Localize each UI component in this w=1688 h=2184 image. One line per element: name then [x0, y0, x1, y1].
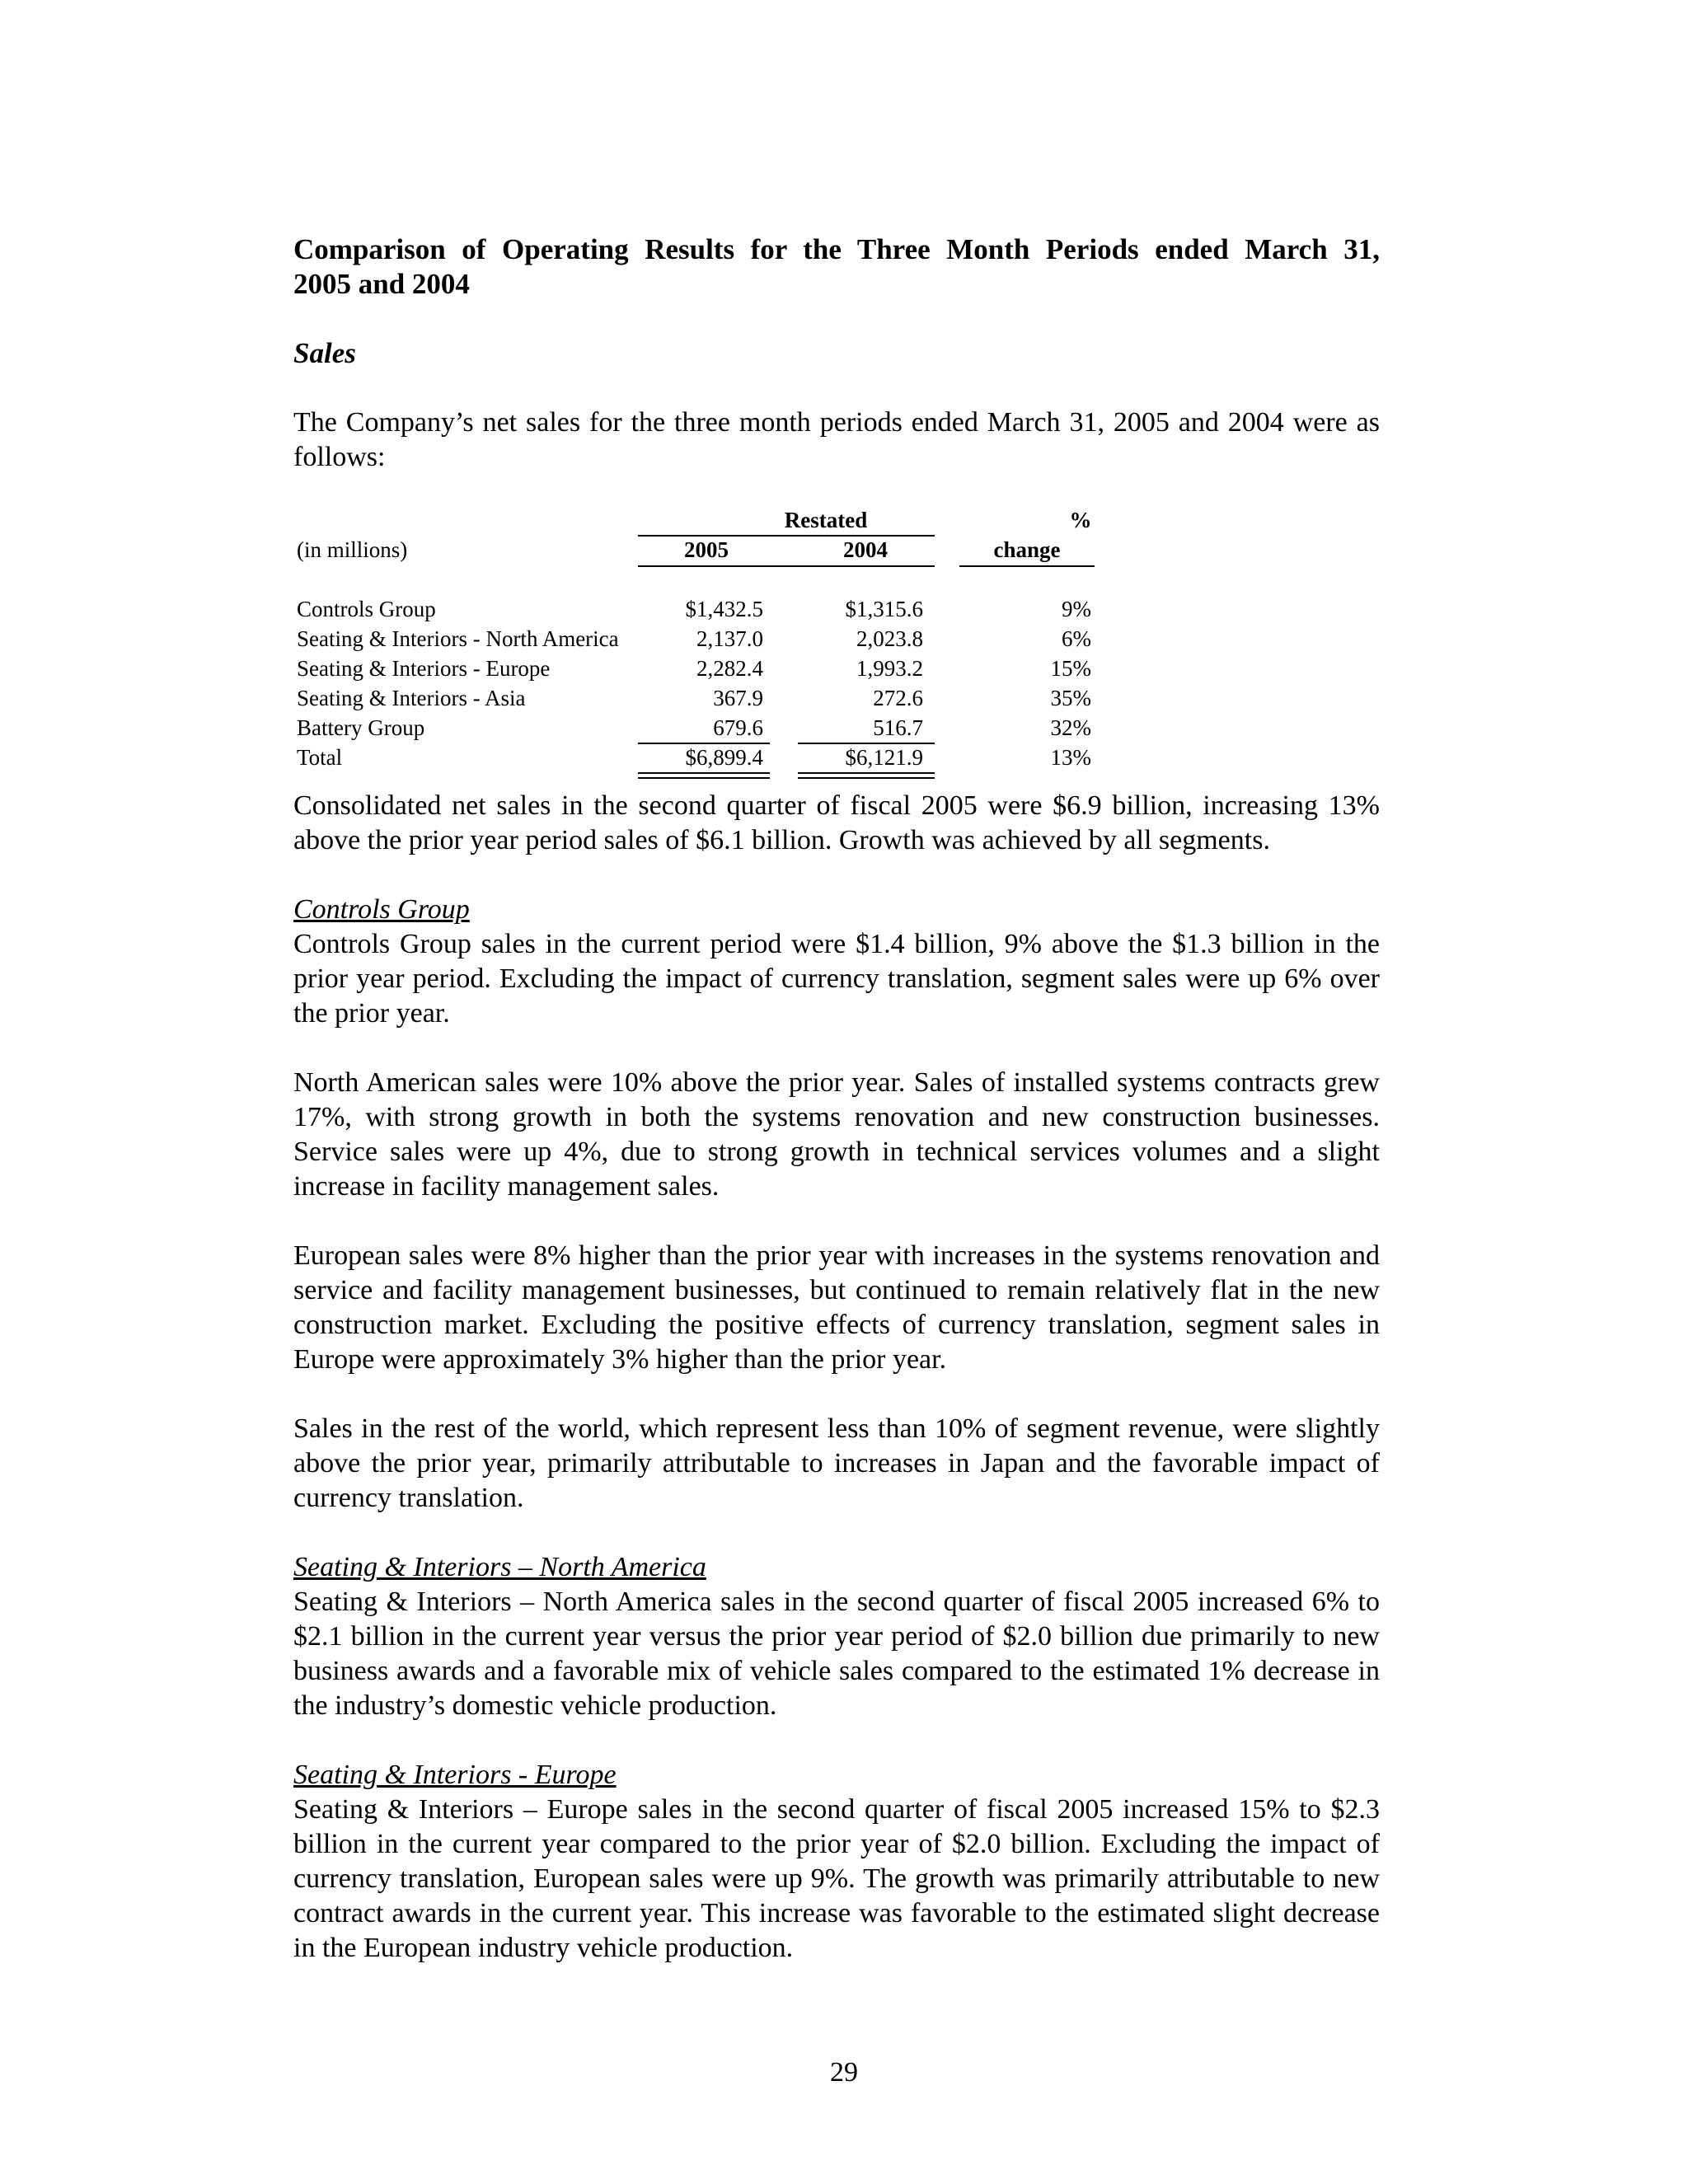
spacer [293, 1204, 1380, 1239]
col-2005-header: 2005 [684, 537, 729, 562]
controls-paragraph-1: Controls Group sales in the current period were $1.4 billion, 9% above the $1.3 billion in the prior year period. Excluding the impact of currency translation, segment sales were up 6% over the prior year. [293, 929, 1380, 1029]
row-value-2005: 2,282.4 [696, 656, 763, 681]
controls-group-title: Controls Group [293, 894, 470, 925]
total-double-rule-2004-b [798, 777, 935, 779]
restated-rule [638, 535, 935, 537]
row-segment-label: Seating & Interiors - North America [297, 626, 619, 651]
row-value-2004: $1,315.6 [845, 597, 923, 621]
total-label: Total [297, 745, 343, 770]
page-content [293, 232, 1380, 1966]
spacer [293, 1723, 1380, 1758]
units-label: (in millions) [297, 537, 408, 562]
row-segment-label: Battery Group [297, 715, 425, 740]
page-heading-line-1: Comparison of Operating Results for the Three Month Periods ended March 31, [293, 233, 1380, 265]
spacer [293, 1516, 1380, 1550]
row-value-2004: 516.7 [873, 715, 923, 740]
net-sales-table [293, 506, 1380, 782]
total-change: 13% [1050, 745, 1091, 770]
spacer [293, 1031, 1380, 1066]
spacer [293, 371, 1380, 405]
row-change: 35% [1050, 686, 1091, 710]
seating-na-title: Seating & Interiors – North America [293, 1552, 706, 1582]
total-double-rule-2004-a [798, 772, 935, 774]
col-change-header: change [993, 537, 1061, 562]
row-change: 32% [1050, 715, 1091, 740]
row-value-2004: 1,993.2 [856, 656, 923, 681]
seating-europe-paragraph: Seating & Interiors – Europe sales in the second quarter of fiscal 2005 increased 15% to $2.3 billion in the current year compared to the prior year of $2.0 billion. Excluding the impact of currency translation, European sales were up 9%. The growth was primarily attributable to new contract awards in the current year. This increase was favorable to the estimated slight decrease in the European industry vehicle production. [293, 1794, 1380, 1963]
row-change: 15% [1050, 656, 1091, 681]
row-segment-label: Controls Group [297, 597, 436, 621]
spacer [293, 1377, 1380, 1412]
total-value-2004: $6,121.9 [845, 745, 923, 770]
year-header-rule [638, 565, 935, 567]
row-value-2005: 679.6 [713, 715, 763, 740]
page-number: 29 [830, 2057, 858, 2088]
consolidated-paragraph: Consolidated net sales in the second quarter of fiscal 2005 were $6.9 billion, increasing 13% above the prior year period sales of $6.1 billion. Growth was achieved by all segments. [293, 790, 1380, 855]
total-double-rule-2005-b [638, 777, 770, 779]
row-value-2005: $1,432.5 [685, 597, 763, 621]
row-segment-label: Seating & Interiors - Asia [297, 686, 526, 710]
row-change: 9% [1062, 597, 1091, 621]
controls-paragraph-4: Sales in the rest of the world, which represent less than 10% of segment revenue, were slightly above the prior year, primarily attributable to increases in Japan and the favorable impact of currency translation. [293, 1413, 1380, 1513]
row-segment-label: Seating & Interiors - Europe [297, 656, 551, 681]
intro-paragraph: The Company’s net sales for the three month periods ended March 31, 2005 and 2004 were as follows: [293, 407, 1380, 472]
total-double-rule-2005-a [638, 772, 770, 774]
spacer [293, 858, 1380, 893]
total-value-2005: $6,899.4 [685, 745, 763, 770]
row-value-2004: 272.6 [873, 686, 923, 710]
row-value-2005: 2,137.0 [696, 626, 763, 651]
sales-heading: Sales [293, 337, 356, 369]
seating-na-paragraph: Seating & Interiors – North America sales in the second quarter of fiscal 2005 increased 6% to $2.1 billion in the current year versus the prior year period of $2.0 billion due primarily to new business awards and a favorable mix of vehicle sales compared to the estimated 1% decrease in the industry’s domestic vehicle production. [293, 1586, 1380, 1721]
controls-paragraph-2: North American sales were 10% above the prior year. Sales of installed systems contracts grew 17%, with strong growth in both the systems renovation and new construction businesses. Service sales were up 4%, due to strong growth in technical services volumes and a slight increase in facility management sales. [293, 1067, 1380, 1202]
page-heading-line-2: 2005 and 2004 [293, 268, 470, 300]
percent-header: % [1069, 508, 1092, 532]
row-value-2004: 2,023.8 [856, 626, 923, 651]
row-change: 6% [1062, 626, 1091, 651]
row-value-2005: 367.9 [713, 686, 763, 710]
seating-europe-title: Seating & Interiors - Europe [293, 1760, 617, 1790]
restated-header: Restated [784, 508, 868, 532]
controls-paragraph-3: European sales were 8% higher than the prior year with increases in the systems renovation and service and facility management businesses, but continued to remain relatively flat in the new construction market. Excluding the positive effects of currency translation, segment sales in Europe were approximately 3% higher than the prior year. [293, 1240, 1380, 1375]
col-2004-header: 2004 [843, 537, 888, 562]
change-header-rule [959, 565, 1095, 567]
